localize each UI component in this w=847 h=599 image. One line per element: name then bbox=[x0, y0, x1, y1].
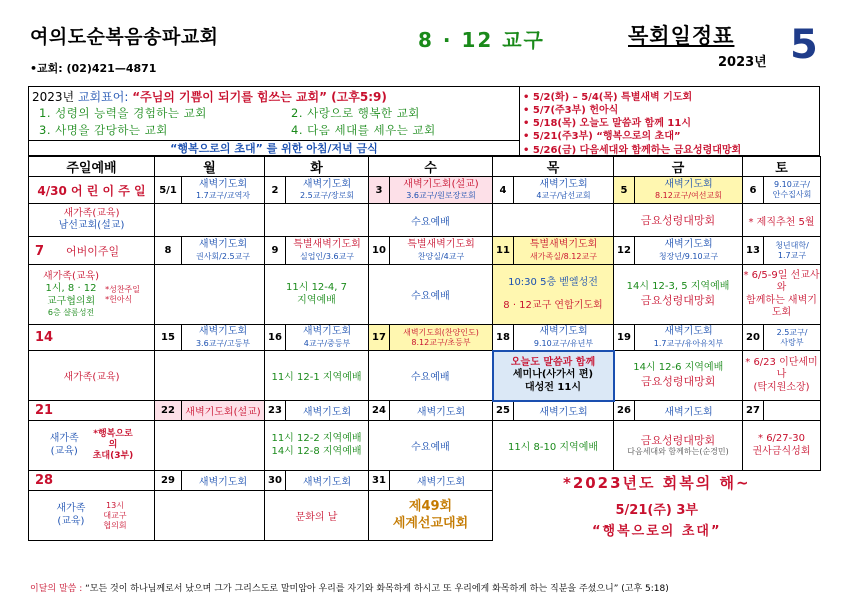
goal-4: 4. 다음 세대를 세우는 교회 bbox=[291, 123, 436, 137]
closing-message: *2023년도 회복의 해~ 5/21(주) 3부 “행복으로의 초대” bbox=[562, 474, 751, 540]
announcements bbox=[519, 87, 819, 155]
day-event: 새벽기도회 bbox=[514, 401, 614, 421]
sunday-events: 새가족(교육) 남선교회(설교) bbox=[29, 204, 155, 237]
announcement-item: • 5/26(금) 다음세대와 함께하는 금요성령대망회 bbox=[523, 145, 742, 156]
day-number: 11 bbox=[493, 237, 514, 265]
wednesday-events: 수요예배 bbox=[369, 265, 493, 325]
friday-events: 14시 12-3, 5 지역예배 금요성령대망회 bbox=[614, 265, 743, 325]
day-number: 6 bbox=[743, 177, 764, 204]
day-number: 8 bbox=[155, 237, 182, 265]
sunday-cell: 4/30 어 린 이 주 일 bbox=[29, 177, 155, 204]
motto-year: 2023년 bbox=[32, 90, 75, 104]
week-1-event-row bbox=[29, 204, 821, 237]
day-event bbox=[764, 401, 821, 421]
thursday-events bbox=[493, 204, 614, 237]
day-number: 25 bbox=[493, 401, 514, 421]
day-number: 30 bbox=[265, 471, 286, 491]
day-event: 새벽기도회 1.7교구/유아유치부 bbox=[635, 325, 743, 351]
sunday-cell: 7 어버이주일 bbox=[29, 237, 155, 265]
month-number: 5 bbox=[790, 22, 818, 68]
sunday-cell: 28 bbox=[29, 471, 155, 491]
sunday-cell: 21 bbox=[29, 401, 155, 421]
verse-text: “모든 것이 하나님께로서 났으며 그가 그리스도로 말미암아 우리를 자기와 화목하게 하시고 또 우리에게 화목하게 하는 직분을 주셨으니” (고후 5:18) bbox=[85, 584, 669, 594]
monthly-verse bbox=[30, 581, 669, 594]
friday-events: 금요성령대망회 bbox=[614, 204, 743, 237]
day-event: 새벽기도회 청장년/9.10교구 bbox=[635, 237, 743, 265]
day-event: 새벽기도회 8.12교구/여선교회 bbox=[635, 177, 743, 204]
day-number: 2 bbox=[265, 177, 286, 204]
friday-events: 14시 12-6 지역예배 금요성령대망회 bbox=[614, 351, 743, 401]
day-event: 새벽기도회 bbox=[286, 471, 369, 491]
weekday-header: 토 bbox=[743, 157, 821, 177]
day-number: 15 bbox=[155, 325, 182, 351]
tuesday-events: 11시 12-4, 7 지역예배 bbox=[265, 265, 369, 325]
day-number: 5/1 bbox=[155, 177, 182, 204]
weekday-header: 주일예배 bbox=[29, 157, 155, 177]
day-event: 9.10교구/ 안수집사회 bbox=[764, 177, 821, 204]
day-event: 새벽기도회 2.5교구/장로회 bbox=[286, 177, 369, 204]
day-number: 13 bbox=[743, 237, 764, 265]
day-event: 새벽기도회 bbox=[390, 401, 493, 421]
page-title: 목회일정표 bbox=[628, 24, 735, 48]
day-event: 새벽기도회 bbox=[286, 401, 369, 421]
announcement-item: • 5/21(주3부) “행복으로의 초대” bbox=[523, 131, 681, 142]
day-number: 20 bbox=[743, 325, 764, 351]
weekday-header: 금 bbox=[614, 157, 743, 177]
tuesday-events: 문화의 날 bbox=[265, 491, 369, 541]
day-number: 31 bbox=[369, 471, 390, 491]
monday-events bbox=[155, 265, 265, 325]
day-number: 18 bbox=[493, 325, 514, 351]
motto-line bbox=[32, 88, 387, 105]
weekday-header: 수 bbox=[369, 157, 493, 177]
verse-label: 이달의 말씀 : bbox=[30, 584, 83, 594]
wednesday-events: 수요예배 bbox=[369, 421, 493, 471]
motto-section bbox=[29, 87, 520, 155]
day-number: 22 bbox=[155, 401, 182, 421]
day-number: 19 bbox=[614, 325, 635, 351]
week-5-date-row bbox=[29, 471, 821, 491]
day-event: 새벽기도회 4교구/남선교회 bbox=[514, 177, 614, 204]
day-event: 새벽기도회 1.7교구/교역자 bbox=[182, 177, 265, 204]
day-number: 10 bbox=[369, 237, 390, 265]
goal-3: 3. 사명을 감당하는 교회 bbox=[39, 123, 168, 137]
day-number: 4 bbox=[493, 177, 514, 204]
day-event: 특별새벽기도회 실업인/3.6교구 bbox=[286, 237, 369, 265]
weekday-header: 목 bbox=[493, 157, 614, 177]
day-event: 특별새벽기도회 새가족실/8.12교구 bbox=[514, 237, 614, 265]
calendar-table bbox=[28, 156, 821, 541]
goal-1: 1. 성령의 능력을 경험하는 교회 bbox=[39, 106, 207, 120]
saturday-events: * 제직추천 5월 bbox=[743, 204, 821, 237]
day-event: 새벽기도회(설교) 3.6교구/원로장로회 bbox=[390, 177, 493, 204]
sunday-events: 새가족(교육) 1시, 8 · 12 교구협의회 6층 샬롬성전 *성찬주일 *헌아식 bbox=[29, 265, 155, 325]
tuesday-events bbox=[265, 204, 369, 237]
saturday-events: * 6/27-30 권사금식성회 bbox=[743, 421, 821, 471]
tuesday-events: 11시 12-1 지역예배 bbox=[265, 351, 369, 401]
day-number: 5 bbox=[614, 177, 635, 204]
monday-events bbox=[155, 204, 265, 237]
weekday-header: 월 bbox=[155, 157, 265, 177]
week-3-date-row bbox=[29, 325, 821, 351]
week-4-event-row bbox=[29, 421, 821, 471]
week-4-date-row bbox=[29, 401, 821, 421]
day-event: 새벽기도회(설교) bbox=[182, 401, 265, 421]
week-2-event-row bbox=[29, 265, 821, 325]
announcement-item: • 5/7(주3부) 헌아식 bbox=[523, 105, 619, 116]
sunday-events: 새가족 (교육) *행복으로 의 초대(3부) bbox=[29, 421, 155, 471]
week-3-event-row bbox=[29, 351, 821, 401]
announcement-item: • 5/2(화) – 5/4(목) 특별새벽 기도회 bbox=[523, 92, 693, 103]
week-2-date-row bbox=[29, 237, 821, 265]
sunday-events: 새가족 (교육) 13시 대교구 협의회 bbox=[29, 491, 155, 541]
day-event: 새벽기도회 bbox=[182, 471, 265, 491]
thursday-events: 10:30 5층 벧엘성전 8 · 12교구 연합기도회 bbox=[493, 265, 614, 325]
district-label: 8 · 12 교구 bbox=[418, 28, 545, 52]
motto-label: 교회표어: bbox=[77, 90, 129, 104]
sunday-cell: 14 bbox=[29, 325, 155, 351]
monday-events bbox=[155, 491, 265, 541]
day-event: 새벽기도회 3.6교구/고등부 bbox=[182, 325, 265, 351]
wednesday-events: 제49회 세계선교대회 bbox=[369, 491, 493, 541]
monday-events bbox=[155, 421, 265, 471]
day-number: 17 bbox=[369, 325, 390, 351]
friday-events: 금요성령대망회 다음세대와 함께하는(순경민) bbox=[614, 421, 743, 471]
wednesday-events: 수요예배 bbox=[369, 351, 493, 401]
day-event: 새벽기도회 9.10교구/유년부 bbox=[514, 325, 614, 351]
weekday-header-row bbox=[29, 157, 821, 177]
saturday-events: * 6/23 이단세미나 (탁지원소장) bbox=[743, 351, 821, 401]
monday-events bbox=[155, 351, 265, 401]
day-event: 새벽기도회 권사회/2.5교구 bbox=[182, 237, 265, 265]
day-event: 새벽기도회 4교구/중등부 bbox=[286, 325, 369, 351]
day-event: 2.5교구/ 사랑부 bbox=[764, 325, 821, 351]
day-number: 3 bbox=[369, 177, 390, 204]
day-event: 청년대학/ 1.7교구 bbox=[764, 237, 821, 265]
day-event: 새벽기도회 bbox=[390, 471, 493, 491]
day-number: 23 bbox=[265, 401, 286, 421]
wednesday-events: 수요예배 bbox=[369, 204, 493, 237]
weekday-header: 화 bbox=[265, 157, 369, 177]
week-1-date-row bbox=[29, 177, 821, 204]
day-number: 24 bbox=[369, 401, 390, 421]
thursday-events: 오늘도 말씀과 함께 세미나(사가서 편) 대성전 11시 bbox=[493, 351, 614, 401]
day-event: 새벽기도회(찬양인도) 8.12교구/초등부 bbox=[390, 325, 493, 351]
goal-2: 2. 사랑으로 행복한 교회 bbox=[291, 106, 420, 120]
motto-quote: “주님의 기쁨이 되기를 힘쓰는 교회” (고후5:9) bbox=[132, 90, 387, 104]
day-number: 26 bbox=[614, 401, 635, 421]
year-label: 2023년 bbox=[718, 55, 767, 70]
day-event: 새벽기도회 bbox=[635, 401, 743, 421]
church-phone: •교회: (02)421—4871 bbox=[30, 62, 157, 75]
thursday-events: 11시 8-10 지역예배 bbox=[493, 421, 614, 471]
day-number: 12 bbox=[614, 237, 635, 265]
day-event: 특별새벽기도회 찬양실/4교구 bbox=[390, 237, 493, 265]
fasting-banner: “행복으로의 초대” 를 위한 아침/저녁 금식 bbox=[29, 140, 519, 156]
motto-box bbox=[28, 86, 820, 156]
day-number: 27 bbox=[743, 401, 764, 421]
day-number: 29 bbox=[155, 471, 182, 491]
day-number: 9 bbox=[265, 237, 286, 265]
sunday-events: 새가족(교육) bbox=[29, 351, 155, 401]
saturday-events: * 6/5-9일 선교사와 함께하는 새벽기도회 bbox=[743, 265, 821, 325]
church-name: 여의도순복음송파교회 bbox=[30, 26, 219, 48]
day-number: 16 bbox=[265, 325, 286, 351]
tuesday-events: 11시 12-2 지역예배 14시 12-8 지역예배 bbox=[265, 421, 369, 471]
announcement-item: • 5/18(목) 오늘도 말씀과 함께 11시 bbox=[523, 118, 691, 129]
